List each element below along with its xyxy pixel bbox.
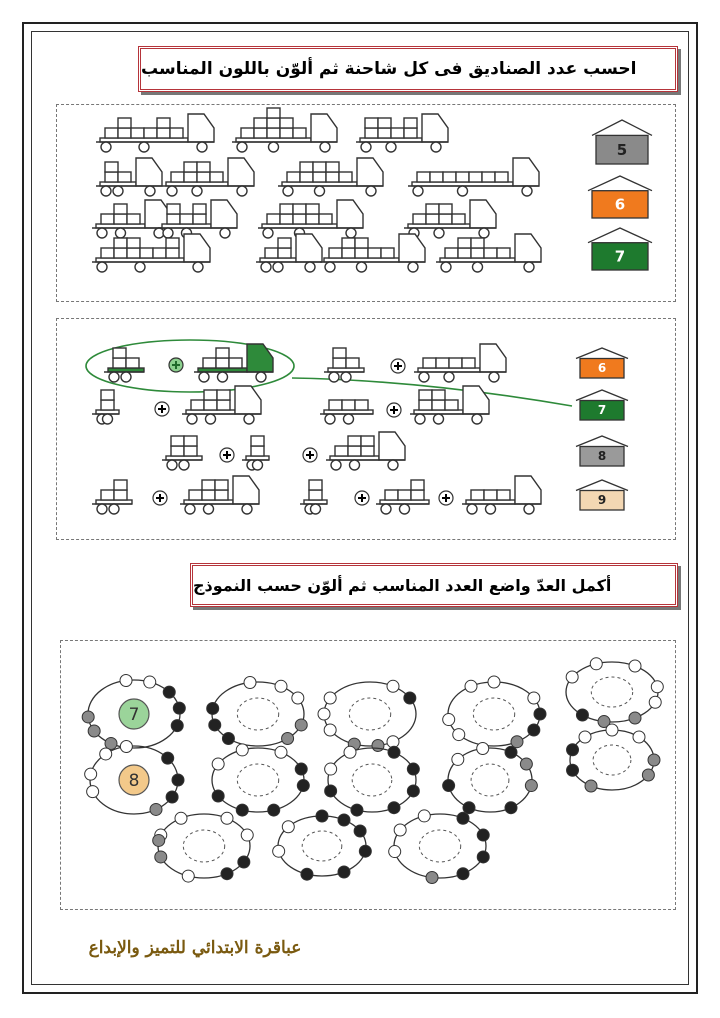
answer-circle bbox=[183, 830, 224, 862]
bead bbox=[241, 829, 253, 841]
bead bbox=[359, 845, 371, 857]
bead bbox=[505, 802, 517, 814]
bead bbox=[209, 719, 221, 731]
bead bbox=[212, 758, 224, 770]
bead bbox=[171, 720, 183, 732]
bead bbox=[338, 814, 350, 826]
bead-ring bbox=[567, 724, 660, 792]
bead bbox=[477, 851, 489, 863]
bead bbox=[120, 741, 132, 753]
bead bbox=[221, 812, 233, 824]
bead bbox=[295, 763, 307, 775]
bead bbox=[457, 868, 469, 880]
bead bbox=[629, 660, 641, 672]
bead bbox=[150, 803, 162, 815]
bead-ring bbox=[443, 742, 538, 813]
bead bbox=[182, 870, 194, 882]
bead bbox=[388, 746, 400, 758]
bead bbox=[649, 696, 661, 708]
house-number: 6 bbox=[614, 195, 626, 214]
bead bbox=[175, 812, 187, 824]
bead bbox=[443, 780, 455, 792]
answer-circle bbox=[593, 745, 631, 775]
bead bbox=[268, 804, 280, 816]
answer-circle bbox=[419, 830, 460, 862]
bead bbox=[488, 676, 500, 688]
bead bbox=[576, 709, 588, 721]
bead bbox=[452, 753, 464, 765]
bead bbox=[282, 821, 294, 833]
bead-ring bbox=[212, 744, 309, 816]
answer-circle bbox=[591, 677, 632, 707]
bead bbox=[275, 680, 287, 692]
bead bbox=[87, 786, 99, 798]
section1-title-text: احسب عدد الصناديق فى كل شاحنة ثم ألوّن باللون المناسب bbox=[141, 59, 637, 79]
bead bbox=[651, 681, 663, 693]
bead bbox=[372, 740, 384, 752]
bead bbox=[144, 676, 156, 688]
bead bbox=[528, 692, 540, 704]
bead bbox=[407, 785, 419, 797]
bead bbox=[394, 824, 406, 836]
bead bbox=[453, 729, 465, 741]
bead bbox=[351, 804, 363, 816]
answer-circle bbox=[471, 764, 509, 796]
bead bbox=[297, 780, 309, 792]
bead bbox=[585, 780, 597, 792]
bead bbox=[528, 724, 540, 736]
ring-number: 8 bbox=[128, 771, 140, 791]
bead bbox=[324, 692, 336, 704]
bead bbox=[222, 733, 234, 745]
bead bbox=[566, 671, 578, 683]
bead bbox=[100, 748, 112, 760]
bead bbox=[606, 724, 618, 736]
bead bbox=[338, 866, 350, 878]
house-number: 7 bbox=[597, 402, 607, 417]
bead bbox=[354, 825, 366, 837]
bead bbox=[633, 731, 645, 743]
bead bbox=[567, 764, 579, 776]
bead bbox=[629, 712, 641, 724]
bead bbox=[534, 708, 546, 720]
bead-ring bbox=[273, 810, 372, 880]
bead bbox=[173, 702, 185, 714]
bead bbox=[163, 686, 175, 698]
bead bbox=[520, 758, 532, 770]
bead bbox=[325, 763, 337, 775]
bead bbox=[477, 742, 489, 754]
bead bbox=[301, 868, 313, 880]
bead bbox=[590, 658, 602, 670]
bead bbox=[282, 733, 294, 745]
ring-number: 7 bbox=[128, 705, 140, 725]
bead bbox=[404, 692, 416, 704]
bead bbox=[295, 719, 307, 731]
bead bbox=[389, 846, 401, 858]
bead bbox=[172, 774, 184, 786]
bead bbox=[388, 802, 400, 814]
answer-circle bbox=[237, 764, 278, 796]
bead bbox=[525, 780, 537, 792]
bead bbox=[120, 675, 132, 687]
bead bbox=[324, 724, 336, 736]
bead-ring bbox=[318, 680, 416, 751]
bead bbox=[166, 791, 178, 803]
answer-circle bbox=[349, 698, 390, 730]
answer-circle bbox=[237, 698, 278, 730]
answer-circle bbox=[352, 764, 392, 796]
bead bbox=[511, 736, 523, 748]
bead bbox=[236, 744, 248, 756]
bead bbox=[463, 802, 475, 814]
bead-ring bbox=[207, 676, 308, 746]
bead bbox=[85, 768, 97, 780]
bead bbox=[162, 752, 174, 764]
bead bbox=[153, 834, 165, 846]
house-number: 6 bbox=[597, 360, 607, 375]
bead bbox=[465, 680, 477, 692]
bead bbox=[344, 746, 356, 758]
bead bbox=[387, 680, 399, 692]
bead bbox=[212, 790, 224, 802]
bead bbox=[318, 708, 330, 720]
bead bbox=[325, 785, 337, 797]
bead bbox=[244, 676, 256, 688]
bead bbox=[407, 763, 419, 775]
bead-ring bbox=[85, 741, 184, 816]
bead bbox=[155, 851, 167, 863]
bead bbox=[579, 731, 591, 743]
bead bbox=[443, 714, 455, 726]
bead-ring bbox=[566, 658, 663, 728]
bead bbox=[642, 769, 654, 781]
bead-ring bbox=[153, 812, 254, 882]
bead bbox=[477, 829, 489, 841]
bead bbox=[88, 725, 100, 737]
bead bbox=[238, 856, 250, 868]
section3-title-text: أكمل العدّ واضع العدد المناسب ثم ألوّن حسب النموذج bbox=[193, 575, 612, 595]
bead bbox=[648, 754, 660, 766]
bead bbox=[316, 810, 328, 822]
bead bbox=[505, 746, 517, 758]
bead bbox=[273, 845, 285, 857]
bead bbox=[207, 702, 219, 714]
bead bbox=[418, 810, 430, 822]
bead bbox=[457, 812, 469, 824]
bead-ring bbox=[443, 676, 546, 748]
answer-circle bbox=[473, 698, 514, 730]
footer-credit: عباقرة الابتدائي للتميز والإبداع bbox=[88, 938, 302, 958]
bead bbox=[567, 744, 579, 756]
bead bbox=[275, 746, 287, 758]
bead bbox=[236, 804, 248, 816]
house-number: 9 bbox=[597, 492, 607, 507]
bead-ring bbox=[389, 810, 490, 884]
bead bbox=[292, 692, 304, 704]
bead-ring bbox=[325, 746, 420, 816]
house-number: 8 bbox=[597, 448, 607, 463]
house-number: 7 bbox=[614, 247, 626, 266]
bead-ring bbox=[82, 675, 185, 750]
bead bbox=[82, 711, 94, 723]
bead bbox=[426, 872, 438, 884]
answer-circle bbox=[302, 831, 342, 861]
house-number: 5 bbox=[616, 140, 628, 159]
bead bbox=[221, 868, 233, 880]
